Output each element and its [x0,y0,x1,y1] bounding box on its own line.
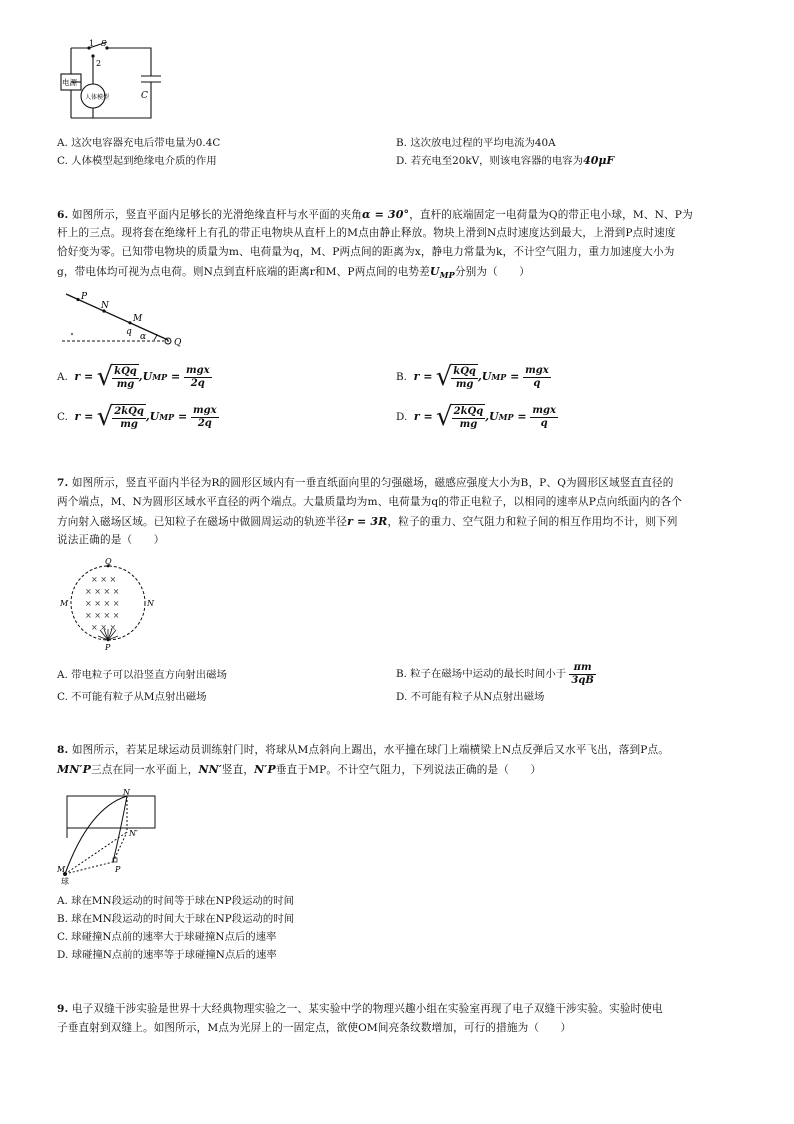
q9-stem-line1 [57,1000,663,1019]
q6-a-u-den: 2q [190,377,205,389]
q6-a-u-num: mgx [186,364,210,376]
q7-option-b-text: B. 粒子在磁场中运动的最长时间小于 [396,668,567,680]
q6-text-4b: 分别为（ ） [454,266,531,278]
q7-text-3a: 方向射入磁场区域。已知粒子在磁场中做圆周运动的轨迹半径 [57,516,348,528]
q6-number: 6. [57,209,69,221]
q6-option-d[interactable]: D. r = √ $\frac{\text{2kQq}}{mg}$ ,U MP = $\frac{\text{mgx}}{q}$ [396,401,556,432]
q6-fig-q: q [126,327,132,337]
q8-stem-line2 [57,760,541,780]
q6-text-1: 如图所示，竖直平面内足够长的光滑绝缘直杆与水平面的夹角 [71,209,362,221]
q8-mnp: MN′P [57,763,92,776]
q6-d-u-num: mgx [532,404,556,416]
q6-stem-line4 [57,262,530,285]
q7-stem-line4: 说法正确的是（ ） [57,534,165,546]
q6-stem-line2: 杆上的三点。现将套在绝缘杆上有孔的带正电物块从直杆上的M点由静止释放。物块上滑到N点时速度达到最大，上滑到P点时速度 [57,227,676,239]
q8-text-1: 如图所示，若某足球运动员训练射门时，将球从M点斜向上踢出，水平撞在球门上端横梁上N点反弹后又水平飞出，落到P点。 [71,744,669,756]
q5-label-body: 人体模型 [85,94,110,101]
q8-goal-figure [55,788,165,888]
q6-b-u-num: mgx [525,364,549,376]
q6-fig-p: P [81,292,88,302]
q5-option-d-text: D. 若充电至20kV，则该电容器的电容为 [396,155,584,167]
q6-c-r-den: mg [120,418,138,430]
q7-fig-p: P [105,643,111,652]
q8-nn: NN′ [198,763,222,776]
q6-text-4a: g，带电体均可视为点电荷。则N点到直杆底端的距离r和M、P两点间的电势差 [57,266,430,278]
q6-option-b-label: B. [396,371,407,383]
svg-text:× × ×: × × × [91,623,117,632]
q6-d-r-num: 2kQq [453,405,484,417]
q7-option-c[interactable]: C. 不可能有粒子从M点射出磁场 [57,691,207,703]
q6-rod-figure [58,288,188,350]
q9-number: 9. [57,1003,69,1015]
q6-option-c-label: C. [57,411,68,423]
q8-text-2f: 垂直于MP。不计空气阻力，下列说法正确的是（ ） [275,764,542,776]
q8-number: 8. [57,744,69,756]
q7-option-a[interactable]: A. 带电粒子可以沿竖直方向射出磁场 [57,669,227,681]
svg-text:× × × ×: × × × × [85,611,120,620]
q6-option-c[interactable]: C. r = √ $\frac{\text{2kQq}}{mg}$ ,U MP = $\frac{\text{mgx}}{2q}$ [57,401,217,432]
q7-fig-q: Q [105,557,112,566]
q8-fig-p: P [115,865,121,874]
q5-label-s: S [101,39,107,48]
q8-text-2b: 三点在同一水平面上， [91,764,199,776]
q6-option-b[interactable]: B. r = √ $\frac{\text{kQq}}{mg}$ ,U MP = $\frac{\text{mgx}}{q}$ [396,361,549,392]
q6-a-r: r = [74,370,94,383]
q6-a-r-num: kQq [114,365,137,377]
q6-stem-line3: 恰好变为零。已知带电物块的质量为m、电荷量为q，M、P两点间的距离为x，静电力常量为k，不计空气阻力，重力加速度大小为 [57,246,675,258]
q6-fig-bigq: Q [174,338,182,348]
q7-number: 7. [57,477,69,489]
q6-a-r-den: mg [116,378,135,390]
q7-text-1: 如图所示，竖直平面内半径为R的圆形区域内有一垂直纸面向里的匀强磁场，磁感应强度大小为B，P、Q为圆形区域竖直直径的 [71,477,674,489]
q9-text-1: 电子双缝干涉实验是世界十大经典物理实验之一、某实验中学的物理兴趣小组在实验室再现了电子双缝干涉实验。实验时使电 [71,1003,663,1015]
q6-stem-line1 [57,205,693,225]
q7-stem-line3 [57,512,678,532]
q6-a-sqrt: √ $\frac{\text{kQq}}{mg}$ [96,361,137,392]
q8-stem-line1 [57,741,669,760]
q7-option-d[interactable]: D. 不可能有粒子从N点射出磁场 [396,691,545,703]
q5-option-a[interactable]: A. 这次电容器充电后带电量为0.4C [57,137,221,149]
q7-r3r: r = 3R [347,515,388,528]
q5-label-2: 2 [96,59,102,68]
q6-option-d-label: D. [396,411,408,423]
q6-text-1b: ，直杆的底端固定一电荷量为Q的带正电小球，M、N、P为 [409,209,693,221]
svg-text:× × × ×: × × × × [85,599,120,608]
q5-label-power: 电源 [62,78,77,87]
q8-np: N′P [254,763,276,776]
q5-label-1: 1 [89,39,95,48]
q8-text-2d: 竖直， [221,764,255,776]
q7-option-b[interactable] [396,658,596,690]
q9-stem-line2: 子垂直射到双缝上。如图所示，M点为光屏上的一固定点，欲使OM间亮条纹数增加，可行的措施为（ ） [57,1022,572,1034]
q7-b-den: 3qB [571,674,594,686]
q7-stem-line2: 两个端点，M、N为圆形区域水平直径的两个端点。大量质量均为m、电荷量为q的带正电粒子，以相同的速率从P点向纸面内的各个 [57,496,682,508]
q6-b-u-den: q [533,377,541,389]
q7-fig-n: N [147,599,154,608]
q7-stem-line1 [57,474,673,493]
q6-fig-m: M [133,314,143,324]
svg-text:× × ×: × × × [91,575,117,584]
q6-fig-n: N [101,301,109,311]
q6-d-u-den: q [540,417,548,429]
q5-option-d-value: 40μF [583,154,615,167]
q7-fig-m: M [60,599,69,608]
q8-fig-nprime: N′ [129,829,138,838]
q6-d-r-den: mg [459,418,478,430]
q6-option-a[interactable]: A. r = √ $\frac{\text{kQq}}{mg}$ ,U MP = $\frac{\text{mgx}}{2q}$ [57,361,210,392]
q5-label-c: C [141,91,148,101]
q6-c-u-den: 2q [197,417,212,429]
q7-text-3b: ，粒子的重力、空气阻力和粒子间的相互作用均不计，则下列 [387,516,678,528]
q5-circuit-figure [55,38,175,126]
q7-field-figure [58,556,158,652]
q8-option-c[interactable]: C. 球碰撞N点前的速率大于球碰撞N点后的速率 [57,931,277,943]
q6-option-a-label: A. [57,371,68,383]
q6-u-sub: MP [439,270,455,281]
q7-b-num: πm [569,662,595,675]
q6-u-symbol: U [429,265,440,278]
q6-c-u-num: mgx [193,404,217,416]
q8-option-b[interactable]: B. 球在MN段运动的时间大于球在NP段运动的时间 [57,913,295,925]
q8-fig-m: M [57,865,66,874]
q6-b-r-num: kQq [453,365,476,377]
q5-option-b[interactable]: B. 这次放电过程的平均电流为40A [396,137,556,149]
q8-fig-ball: 球 [61,877,69,886]
q8-fig-n: N [123,788,130,797]
q6-b-r-den: mg [455,378,474,390]
q6-angle: α = 30° [361,208,410,221]
q6-c-r-num: 2kQq [114,405,144,417]
svg-text:× × × ×: × × × × [85,587,120,596]
q5-option-c[interactable]: C. 人体模型起到绝缘电介质的作用 [57,155,217,167]
q8-option-a[interactable]: A. 球在MN段运动的时间等于球在NP段运动的时间 [57,895,294,907]
q6-fig-alpha: α [140,332,147,342]
q5-option-d[interactable] [396,152,614,170]
q8-option-d[interactable]: D. 球碰撞N点前的速率等于球碰撞N点后的速率 [57,949,277,961]
